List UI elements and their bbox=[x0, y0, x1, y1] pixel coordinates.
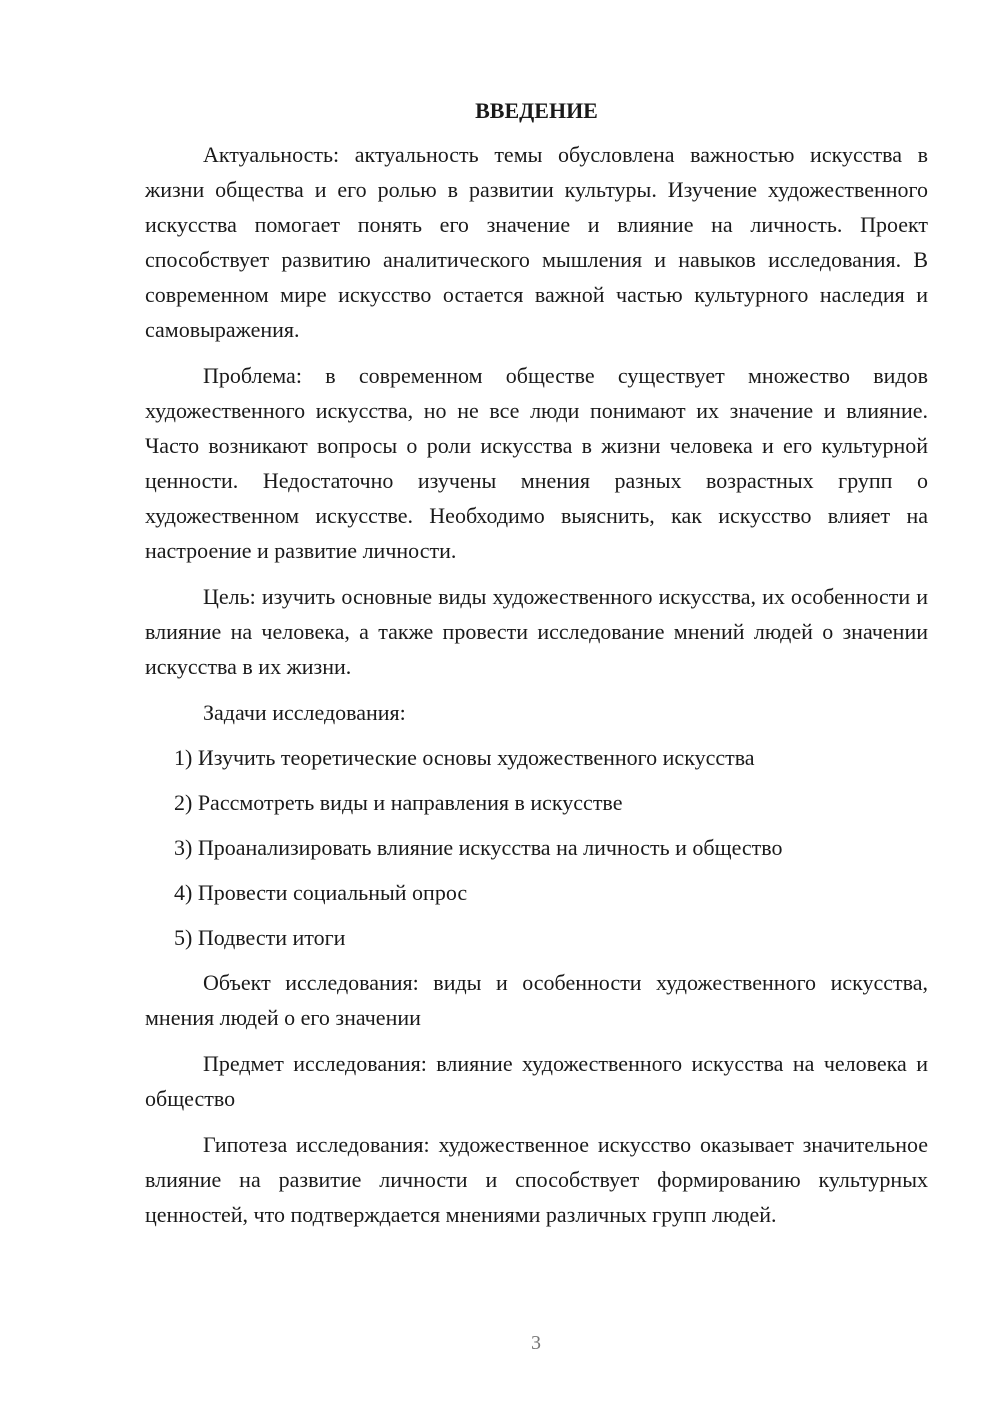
list-item: 4) Провести социальный опрос bbox=[174, 880, 468, 905]
page-number: 3 bbox=[531, 1332, 541, 1354]
list-item: 1) Изучить теоретические основы художественного искусства bbox=[174, 745, 755, 770]
list-item: 5) Подвести итоги bbox=[174, 925, 346, 950]
list-item: 2) Рассмотреть виды и направления в искусстве bbox=[174, 790, 623, 815]
section-heading: ВВЕДЕНИЕ bbox=[475, 98, 598, 123]
document-page bbox=[145, 95, 928, 1243]
problem-paragraph: Проблема: в современном обществе существует множество видов художественного искусства, но не все люди понимают их значение и влияние. Часто возникают вопросы о роли искусства в жизни человека и его культурной ценности. Недостаточно изучены мнения разных возрастных групп о художественном искусстве. Необходимо выяснить, как искусство влияет на настроение и развитие личности. bbox=[145, 363, 928, 563]
object-paragraph: Объект исследования: виды и особенности художественного искусства, мнения людей о его значении bbox=[145, 970, 928, 1030]
hypothesis-paragraph: Гипотеза исследования: художественное искусство оказывает значительное влияние на развитие личности и способствует формированию культурных ценностей, что подтверждается мнениями различных групп людей. bbox=[145, 1132, 928, 1227]
goal-paragraph: Цель: изучить основные виды художественного искусства, их особенности и влияние на человека, а также провести исследование мнений людей о значении искусства в их жизни. bbox=[145, 584, 928, 679]
list-item: 3) Проанализировать влияние искусства на личность и общество bbox=[174, 835, 783, 860]
tasks-list bbox=[145, 740, 928, 955]
subject-paragraph: Предмет исследования: влияние художественного искусства на человека и общество bbox=[145, 1051, 928, 1111]
relevance-paragraph: Актуальность: актуальность темы обусловлена важностью искусства в жизни общества и его ролью в развитии культуры. Изучение художественного искусства помогает понять его значение и влияние на личность. Проект способствует развитию аналитического мышления и навыков исследования. В современном мире искусство остается важной частью культурного наследия и самовыражения. bbox=[145, 142, 928, 342]
tasks-title: Задачи исследования: bbox=[203, 700, 406, 725]
